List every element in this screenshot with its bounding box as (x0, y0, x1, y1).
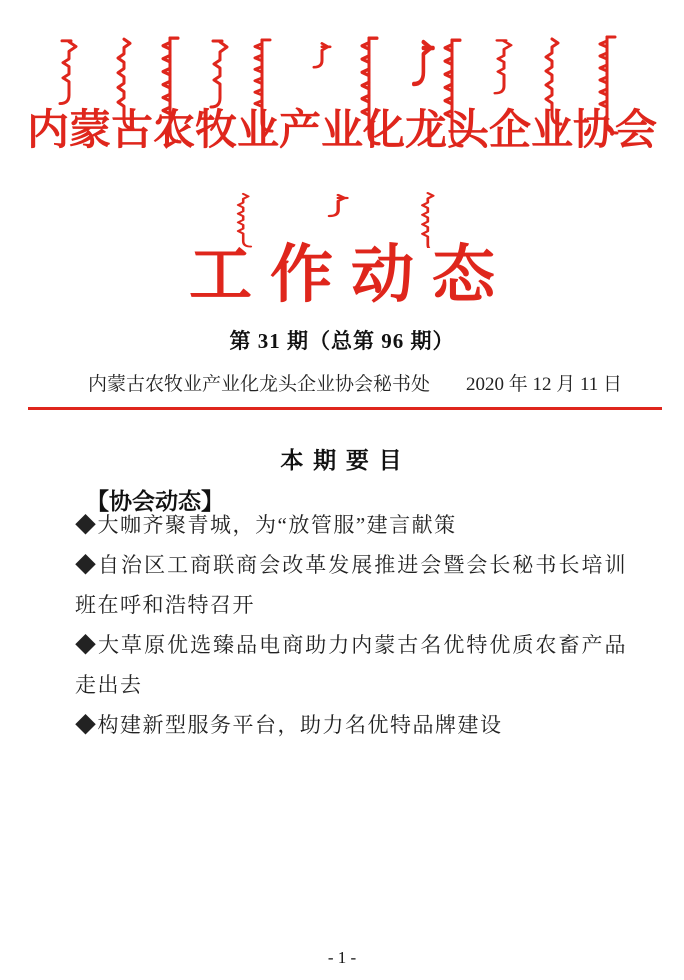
contents-item: ◆大草原优选臻品电商助力内蒙古名优特优质农畜产品走出去 (75, 633, 627, 697)
publish-date: 2020 年 12 月 11 日 (465, 374, 622, 395)
issue-number: 第 31 期（总第 96 期） (229, 329, 455, 353)
contents-item: ◆大咖齐聚青城，为“放管服”建言献策 (75, 513, 457, 537)
association-name: 内蒙古农牧业产业化龙头企业协会 (26, 108, 657, 154)
contents-item: ◆构建新型服务平台，助力名优特品牌建设 (75, 713, 503, 737)
contents-list (75, 505, 627, 745)
contents-item: ◆自治区工商联商会改革发展推进会暨会长秘书长培训班在呼和浩特召开 (75, 553, 627, 617)
publisher-name: 内蒙古农牧业产业化龙头企业协会秘书处 (88, 374, 431, 395)
page-number: - 1 - (327, 948, 357, 967)
publisher-row (88, 369, 622, 396)
contents-heading: 本 期 要 目 (280, 448, 404, 473)
section-title-association-news: 【协会动态】 (86, 488, 224, 514)
red-divider-rule (28, 407, 662, 410)
bulletin-title: 工作动态 (189, 240, 513, 310)
